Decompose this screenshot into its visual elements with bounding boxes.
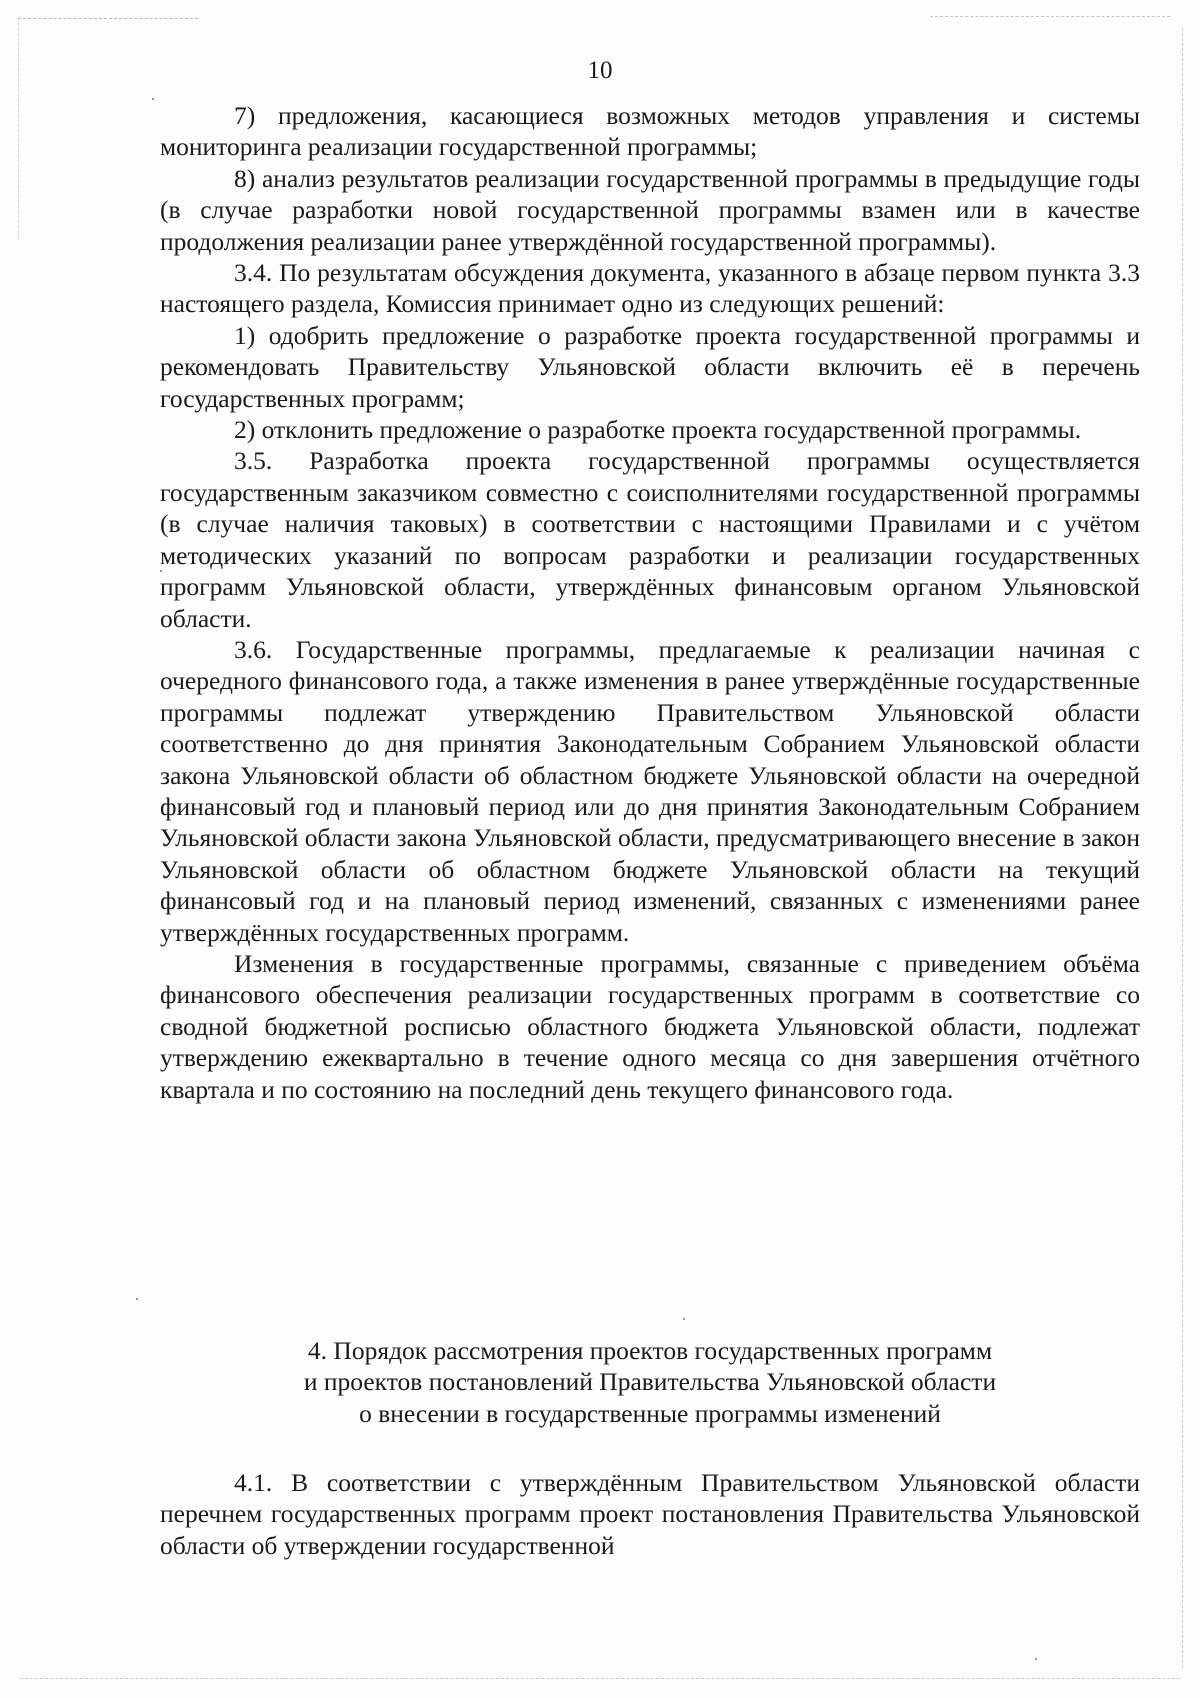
section-heading: [160, 1335, 1140, 1429]
scan-edge-bottom: [20, 1678, 1180, 1679]
scan-speck: [152, 98, 154, 100]
paragraph-changes: Изменения в государственные программы, связанные с приведением объёма финансового обеспечения реализации государственных программ в соответствие со сводной бюджетной росписью областного бюджета Ульяновской области, подлежат утверждению ежеквартально в течение одного месяца со дня завершения отчётного квартала и по состоянию на последний день текущего финансового года.: [160, 948, 1140, 1104]
paragraph-option-2: 2) отклонить предложение о разработке проекта государственной программы.: [234, 415, 1082, 445]
page-number: 10: [587, 57, 613, 84]
scan-edge-top: [18, 18, 198, 19]
scan-edge-top-right: [930, 16, 1170, 17]
paragraph-4-1: 4.1. В соответствии с утверждённым Правительством Ульяновской области перечнем государственных программ проект постановления Правительства Ульяновской области об утверждении государственной: [160, 1468, 1140, 1560]
scan-speck: [1035, 1658, 1037, 1660]
scan-edge-right: [1182, 28, 1183, 1668]
paragraph-3-4: 3.4. По результатам обсуждения документа, указанного в абзаце первом пункта 3.3 настоящего раздела, Комиссия принимает одно из следующих решений:: [160, 258, 1140, 319]
paragraph-3-5: 3.5. Разработка проекта государственной программы осуществляется государственным заказчиком совместно с соисполнителями государственной программы (в случае наличия таковых) в соответствии с настоящими Правилами и с учётом методических указаний по вопросам разработки и реализации государственных программ Ульяновской области, утверждённых финансовым органом Ульяновской области.: [160, 446, 1140, 633]
body-text: [160, 100, 1140, 1105]
scan-edge-left: [18, 18, 19, 238]
section-4-body: [160, 1467, 1140, 1561]
paragraph-option-1: 1) одобрить предложение о разработке проекта государственной программы и рекомендовать Правительству Ульяновской области включить её в перечень государственных программ;: [160, 320, 1140, 413]
scan-speck: [136, 1298, 138, 1300]
paragraph-3-6: 3.6. Государственные программы, предлагаемые к реализации начиная с очередного финансового года, а также изменения в ранее утверждённые государственные программы подлежат утверждению Правительством Ульяновской области соответственно до дня принятия Законодательным Собранием Ульяновской области закона Ульяновской области об областном бюджете Ульяновской области на очередной финансовый год и плановый период или до дня принятия Законодательным Собранием Ульяновской области закона Ульяновской области, предусматривающего внесение в закон Ульяновской области об областном бюджете Ульяновской области на текущий финансовый год и на плановый период изменений, связанных с изменениями ранее утверждённых государственных программ.: [160, 634, 1140, 947]
section-heading-line: 4. Порядок рассмотрения проектов государственных программ: [307, 1336, 993, 1365]
section-heading-line: о внесении в государственные программы изменений: [359, 1398, 941, 1428]
paragraph-item-8: 8) анализ результатов реализации государственной программы в предыдущие годы (в случае разработки новой государственной программы взамен или в качестве продолжения реализации ранее утверждённой государственной программы).: [160, 163, 1140, 256]
section-heading-line: и проектов постановлений Правительства Ульяновской области: [303, 1367, 997, 1397]
paragraph-item-7: 7) предложения, касающиеся возможных методов управления и системы мониторинга реализации государственной программы;: [160, 101, 1140, 162]
scan-speck: [683, 1318, 685, 1320]
